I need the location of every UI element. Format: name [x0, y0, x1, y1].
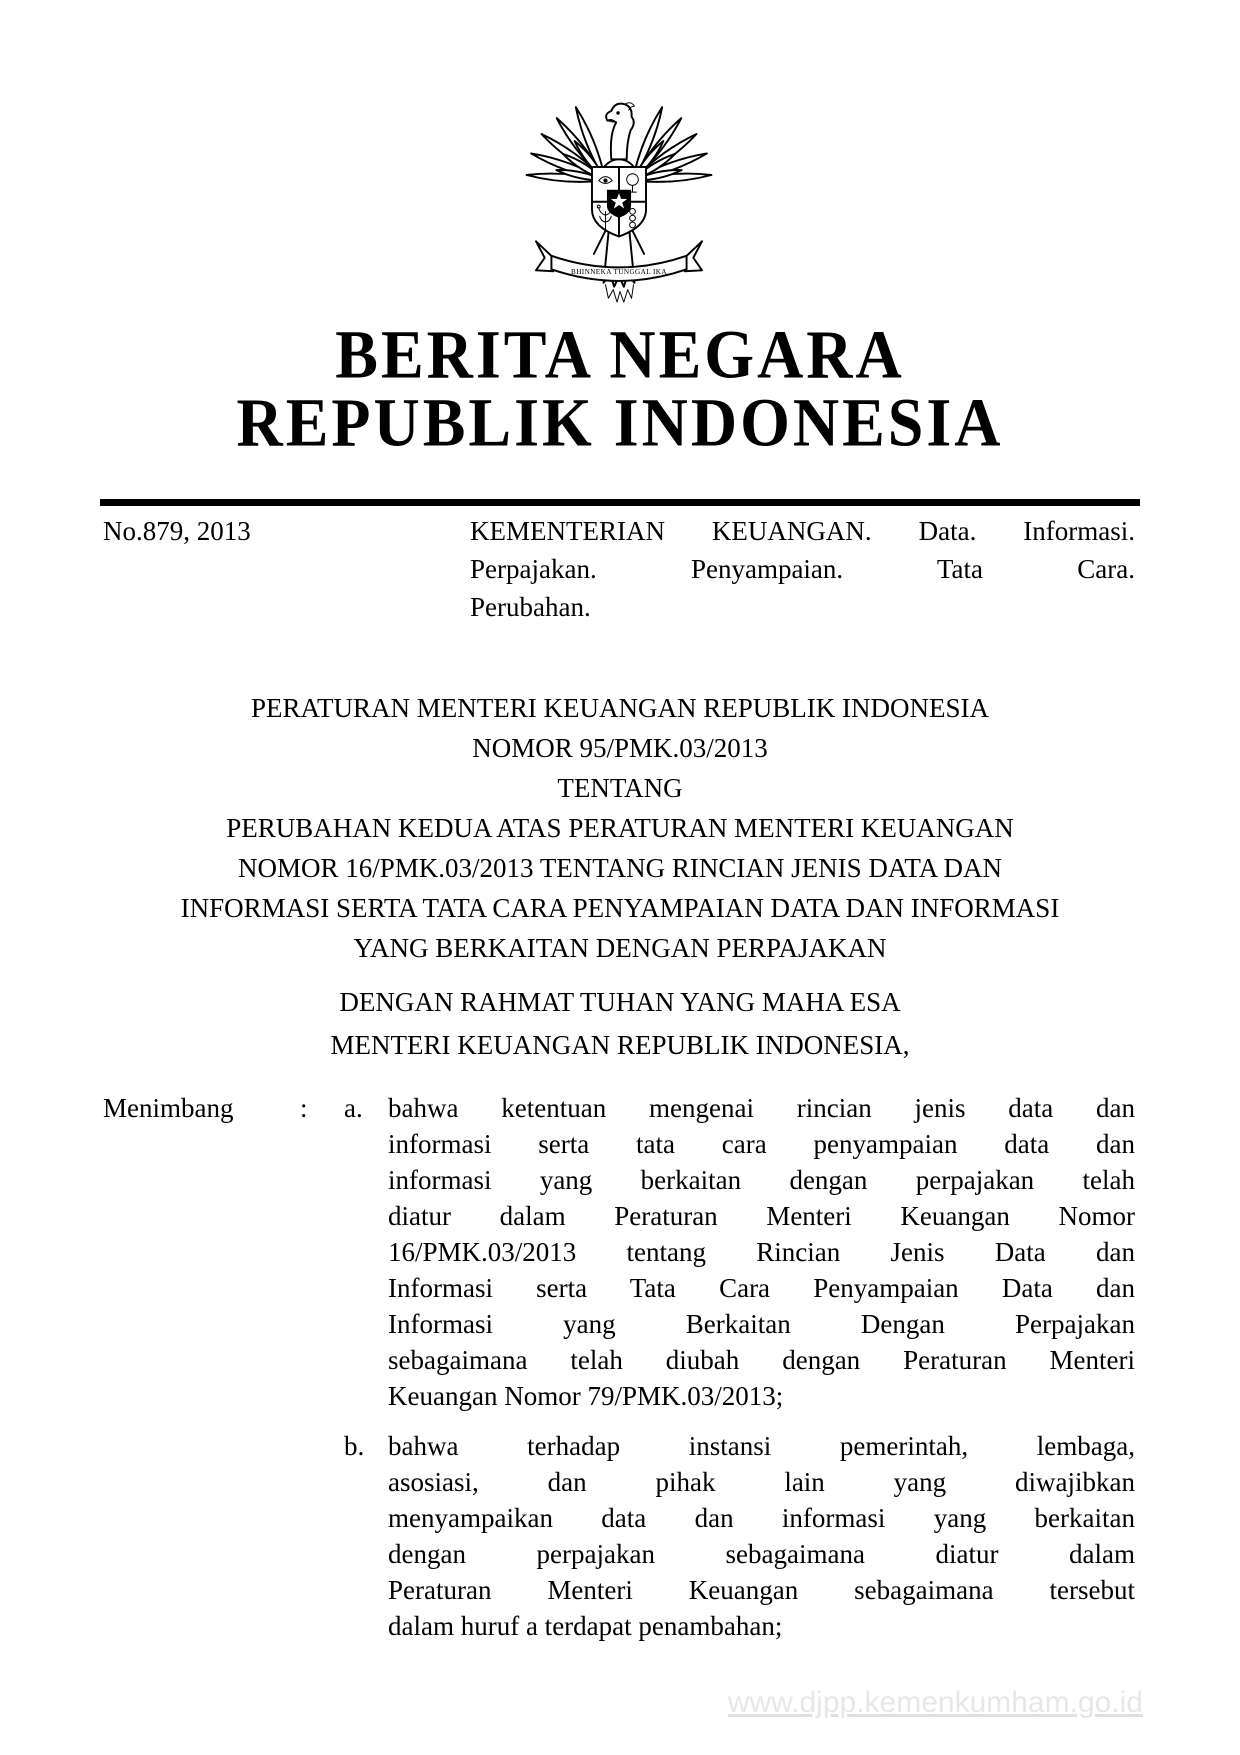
considering-label: Menimbang — [103, 1093, 234, 1123]
masthead-line2: REPUBLIK INDONESIA — [236, 383, 1004, 461]
masthead-rule — [100, 499, 1140, 506]
garuda-pancasila-emblem — [520, 84, 718, 306]
regulation-title-line: PERATURAN MENTERI KEUANGAN REPUBLIK INDONESIA — [251, 693, 989, 723]
body-line: sebagaimana telah diubah dengan Peraturan Menteri — [388, 1345, 1135, 1375]
pancasila-shield — [592, 167, 646, 236]
body-line: diatur dalam Peraturan Menteri Keuangan Nomor — [388, 1201, 1135, 1231]
body-line: dalam huruf a terdapat penambahan; — [388, 1611, 783, 1641]
body-line: Keuangan Nomor 79/PMK.03/2013; — [388, 1381, 784, 1411]
body-line: bahwa terhadap instansi pemerintah, lembaga, — [388, 1431, 1135, 1461]
regulation-title-line: PERUBAHAN KEDUA ATAS PERATURAN MENTERI KEUANGAN — [226, 813, 1014, 843]
body-line: 16/PMK.03/2013 tentang Rincian Jenis Data dan — [388, 1237, 1135, 1267]
abstract-line: Perubahan. — [470, 592, 591, 622]
gazette-number: No.879, 2013 — [103, 516, 251, 546]
body-line: Informasi serta Tata Cara Penyampaian Data dan — [388, 1273, 1135, 1303]
regulation-title-line: NOMOR 16/PMK.03/2013 TENTANG RINCIAN JENIS DATA DAN — [238, 853, 1002, 883]
considering-item-a — [388, 1090, 1135, 1414]
item-marker-a: a. — [344, 1093, 363, 1123]
masthead-line1: BERITA NEGARA — [335, 315, 905, 393]
authority-line: MENTERI KEUANGAN REPUBLIK INDONESIA, — [330, 1030, 910, 1060]
regulation-title-line: INFORMASI SERTA TATA CARA PENYAMPAIAN DATA DAN INFORMASI — [180, 893, 1060, 923]
eye — [616, 111, 619, 114]
site-watermark: www.djpp.kemenkumham.go.id — [727, 1686, 1143, 1719]
item-marker-b: b. — [344, 1431, 365, 1461]
subject-abstract — [470, 512, 1135, 626]
body-line: menyampaikan data dan informasi yang berkaitan — [388, 1503, 1135, 1533]
regulation-title-line: YANG BERKAITAN DENGAN PERPAJAKAN — [353, 933, 887, 963]
body-line: bahwa ketentuan mengenai rincian jenis data dan — [388, 1093, 1135, 1123]
considering-item-b — [388, 1428, 1135, 1644]
abstract-line: Perpajakan. Penyampaian. Tata Cara. — [470, 554, 1135, 584]
body-line: Peraturan Menteri Keuangan sebagaimana tersebut — [388, 1575, 1135, 1605]
regulation-title-line: TENTANG — [557, 773, 683, 803]
head — [606, 104, 634, 160]
abstract-line: KEMENTERIAN KEUANGAN. Data. Informasi. — [470, 516, 1135, 546]
invocation-line: DENGAN RAHMAT TUHAN YANG MAHA ESA — [339, 987, 901, 1017]
body-line: dengan perpajakan sebagaimana diatur dalam — [388, 1539, 1135, 1569]
considering-colon: : — [300, 1093, 308, 1123]
body-line: Informasi yang Berkaitan Dengan Perpajakan — [388, 1309, 1135, 1339]
body-line: asosiasi, dan pihak lain yang diwajibkan — [388, 1467, 1135, 1497]
regulation-number-line: NOMOR 95/PMK.03/2013 — [472, 733, 768, 763]
body-line: informasi serta tata cara penyampaian data dan — [388, 1129, 1135, 1159]
body-line: informasi yang berkaitan dengan perpajakan telah — [388, 1165, 1135, 1195]
emblem-motto: BHINNEKA TUNGGAL IKA — [571, 268, 667, 277]
